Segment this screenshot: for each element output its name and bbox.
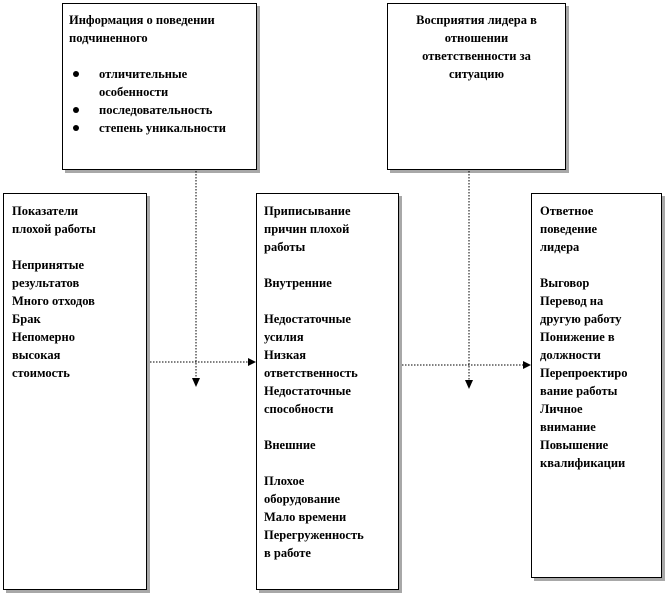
attribution-line-18: Мало времени: [264, 510, 347, 524]
attribution-line-9: Низкая: [264, 348, 306, 362]
indicators-line-1: Показатели: [12, 204, 79, 218]
response-line-7: другую работу: [540, 312, 622, 326]
arrowhead-perception-down: [465, 380, 473, 389]
attribution-line-1: Приписывание: [264, 204, 351, 218]
response-line-9: должности: [540, 348, 601, 362]
indicators-line-7: Брак: [12, 312, 41, 326]
attribution-line-3: работы: [264, 240, 306, 254]
response-line-15: квалификации: [540, 456, 626, 470]
attribution-line-20: в работе: [264, 546, 311, 560]
arrowhead-attribution-right: [523, 361, 531, 369]
response-line-1: Ответное: [540, 204, 594, 218]
attribution-line-7: Недостаточные: [264, 312, 351, 326]
behavior-info-title-line-1: Информация о поведении: [69, 13, 215, 27]
response-line-2: поведение: [540, 222, 598, 236]
perception-line-1: Восприятия лидера в: [416, 13, 537, 27]
bullet-item-uniqueness: степень уникальности: [69, 119, 250, 137]
attribution-line-11: Недостаточные: [264, 384, 351, 398]
attribution-line-2: причин плохой: [264, 222, 350, 236]
response-line-6: Перевод на: [540, 294, 604, 308]
response-line-5: Выговор: [540, 276, 590, 290]
attribution-line-12: способности: [264, 402, 334, 416]
response-line-8: Понижение в: [540, 330, 615, 344]
attribution-line-17: оборудование: [264, 492, 341, 506]
attribution-line-19: Перегруженность: [264, 528, 364, 542]
attribution-line-16: Плохое: [264, 474, 305, 488]
response-line-3: лидера: [540, 240, 580, 254]
response-line-14: Повышение: [540, 438, 609, 452]
attribution-external-heading: Внешние: [264, 438, 316, 452]
indicators-line-9: высокая: [12, 348, 61, 362]
arrowhead-indicators-right: [248, 358, 256, 366]
attribution-line-8: усилия: [264, 330, 304, 344]
bullet-item-distinctiveness: отличительные особенности: [69, 65, 250, 101]
response-line-10: Перепроектиро: [540, 366, 628, 380]
perception-line-3: ответственности за: [422, 49, 531, 63]
attribution-internal-heading: Внутренние: [264, 276, 332, 290]
indicators-line-2: плохой работы: [12, 222, 96, 236]
indicators-line-6: Много отходов: [12, 294, 95, 308]
indicators-line-4: Непринятые: [12, 258, 85, 272]
indicators-line-8: Непомерно: [12, 330, 75, 344]
behavior-info-title-line-2: подчиненного: [69, 31, 148, 45]
response-line-11: вание работы: [540, 384, 618, 398]
perception-line-4: ситуацию: [448, 67, 505, 81]
indicators-line-10: стоимость: [12, 366, 70, 380]
response-line-12: Личное: [540, 402, 583, 416]
arrowhead-info-down: [192, 378, 200, 387]
perception-line-2: отношении: [444, 31, 509, 45]
bullet-item-consistency: последовательность: [69, 101, 250, 119]
indicators-line-5: результатов: [12, 276, 80, 290]
attribution-line-10: ответственность: [264, 366, 358, 380]
response-line-13: внимание: [540, 420, 596, 434]
